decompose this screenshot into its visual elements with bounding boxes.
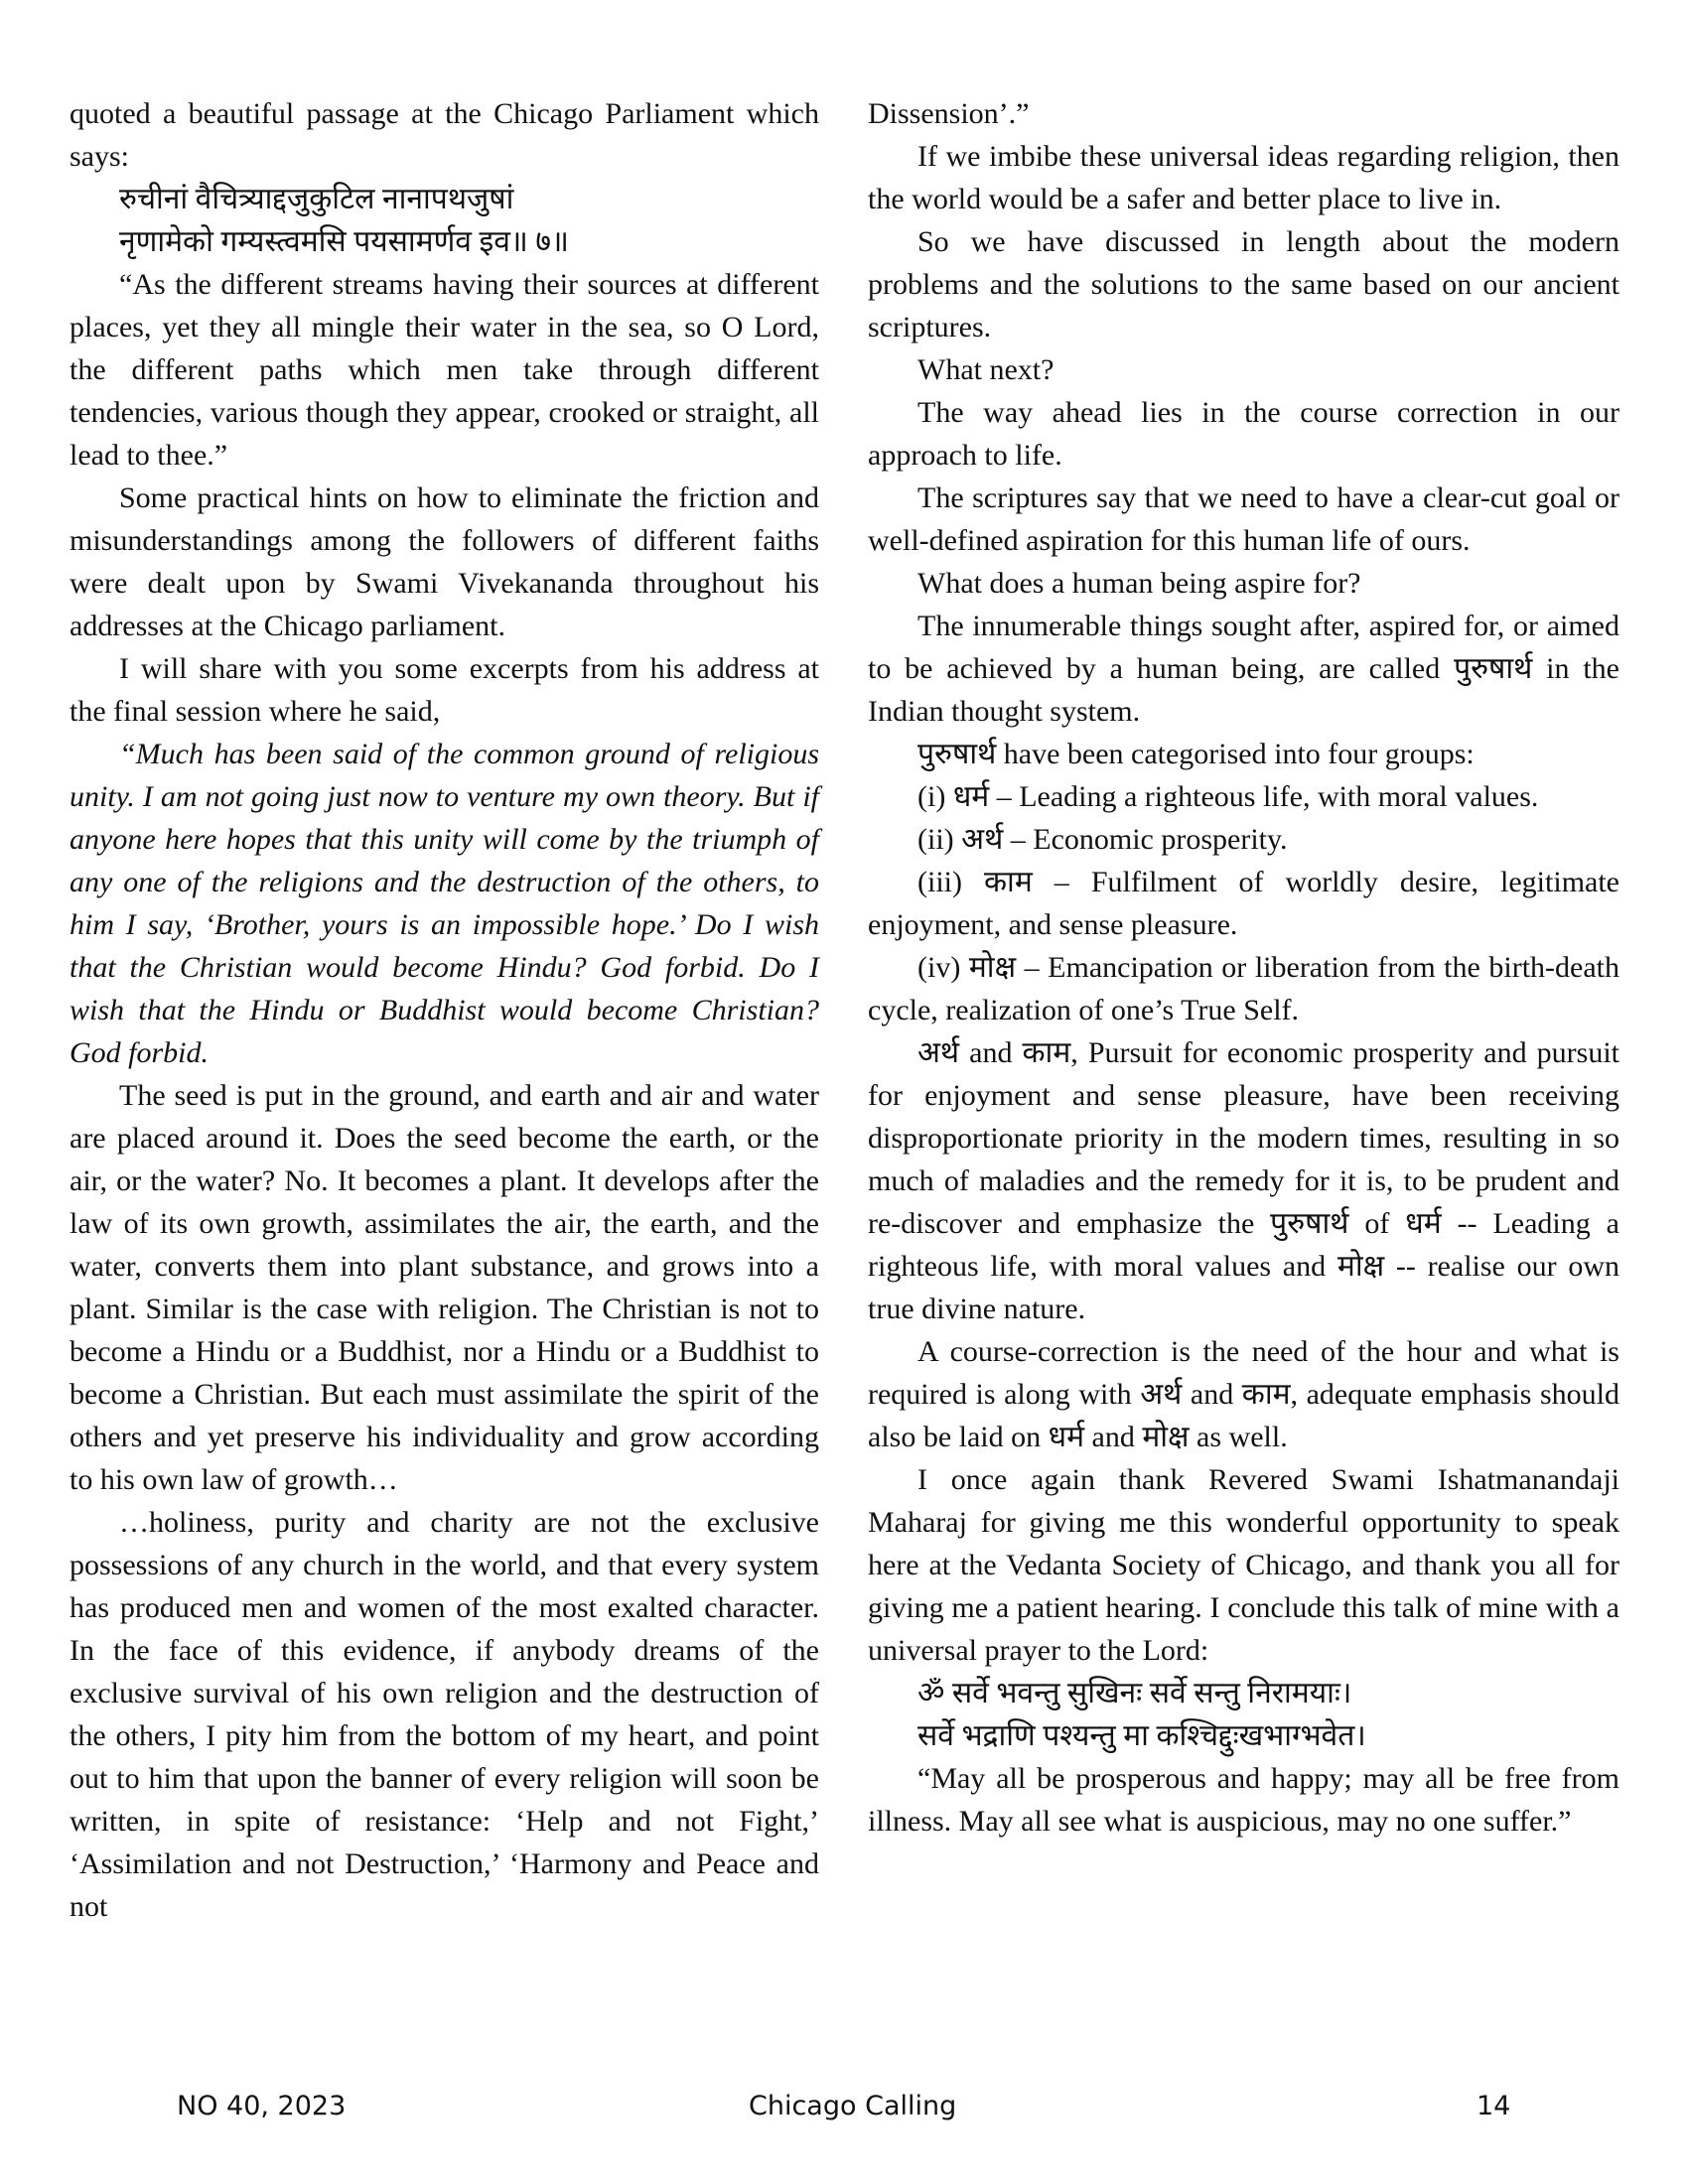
paragraph: अर्थ and काम, Pursuit for economic prosperity and pursuit for enjoyment and sense pleasure, have been receiving disproportionate priority in the modern times, resulting in so much of maladies and the remedy for it is, to be prudent and re-discover and emphasize the पुरुषार्थ of धर्म -- Leading a righteous life, with moral values and मोक्ष -- realise our own true divine nature. (868, 1036, 1619, 1325)
paragraph: I once again thank Revered Swami Ishatmanandaji Maharaj for giving me this wonderful opportunity to speak here at the Vedanta Society of Chicago, and thank you all for giving me a patient hearing. I conclude this talk of mine with a universal prayer to the Lord: (868, 1463, 1619, 1667)
paragraph: The way ahead lies in the course correction in our approach to life. (868, 396, 1619, 472)
paragraph: (iv) मोक्ष – Emancipation or liberation from the birth-death cycle, realization of one’s True Self. (868, 951, 1619, 1026)
page-footer (0, 2091, 1688, 2130)
left-text-column (70, 92, 819, 1928)
paragraph: “Much has been said of the common ground of religious unity. I am not going just now to venture my own theory. But if anyone here hopes that this unity will come by the triumph of any one of the religions and the destruction of the others, to him I say, ‘Brother, yours is an impossible hope.’ Do I wish that the Christian would become Hindu? God forbid. Do I wish that the Hindu or Buddhist would become Christian? God forbid. (70, 738, 819, 1069)
paragraph: (ii) अर्थ – Economic prosperity. (917, 823, 1288, 856)
paragraph: I will share with you some excerpts from his address at the final session where he said, (70, 652, 819, 728)
paragraph: पुरुषार्थ have been categorised into four groups: (917, 738, 1475, 770)
paragraph: (iii) काम – Fulfilment of worldly desire, legitimate enjoyment, and sense pleasure. (868, 866, 1619, 941)
paragraph: रुचीनां वैचित्र्याद्दजुकुटिल नानापथजुषां (119, 183, 514, 215)
paragraph: The seed is put in the ground, and earth and air and water are placed around it. Does the seed become the earth, or the air, or the water? No. It becomes a plant. It develops after the law of its own growth, assimilates the air, the earth, and the water, converts them into plant substance, and grows into a plant. Similar is the case with religion. The Christian is not to become a Hindu or a Buddhist, nor a Hindu or a Buddhist to become a Christian. But each must assimilate the spirit of the others and yet preserve his individuality and grow according to his own law of growth… (70, 1079, 819, 1496)
paragraph: The scriptures say that we need to have a clear-cut goal or well-defined aspiration for this human life of ours. (868, 481, 1619, 557)
paragraph: नृणामेको गम्यस्त्वमसि पयसामर्णव इव॥ ७॥ (119, 225, 569, 258)
right-text-column (868, 92, 1619, 1843)
paragraph: A course-correction is the need of the hour and what is required is along with अर्थ and काम, adequate emphasis should also be laid on धर्म and मोक्ष as well. (868, 1335, 1619, 1453)
paragraph: (i) धर्म – Leading a righteous life, with moral values. (917, 780, 1539, 813)
paragraph: ॐ सर्वे भवन्तु सुखिनः सर्वे सन्तु निरामयाः। (917, 1677, 1352, 1709)
footer-publication-title: Chicago Calling (749, 2091, 957, 2121)
paragraph: So we have discussed in length about the modern problems and the solutions to the same based on our ancient scriptures. (868, 225, 1619, 343)
footer-issue: NO 40, 2023 (177, 2091, 347, 2121)
paragraph: What does a human being aspire for? (917, 567, 1361, 600)
paragraph: Dissension’.” (868, 97, 1030, 130)
paragraph: The innumerable things sought after, aspired for, or aimed to be achieved by a human being, are called पुरुषार्थ in the Indian thought system. (868, 610, 1619, 728)
paragraph: “As the different streams having their sources at different places, yet they all mingle their water in the sea, so O Lord, the different paths which men take through different tendencies, various though they appear, crooked or straight, all lead to thee.” (70, 268, 819, 472)
paragraph: quoted a beautiful passage at the Chicago Parliament which says: (70, 97, 819, 173)
paragraph: सर्वे भद्राणि पश्यन्तु मा कश्चिद्दुःखभाग्भवेत। (917, 1719, 1366, 1752)
paragraph: Some practical hints on how to eliminate the friction and misunderstandings among the followers of different faiths were dealt upon by Swami Vivekananda throughout his addresses at the Chicago parliament. (70, 481, 819, 642)
footer-page-number: 14 (1477, 2091, 1511, 2121)
paragraph: …holiness, purity and charity are not the exclusive possessions of any church in the world, and that every system has produced men and women of the most exalted character. In the face of this evidence, if anybody dreams of the exclusive survival of his own religion and the destruction of the others, I pity him from the bottom of my heart, and point out to him that upon the banner of every religion will soon be written, in spite of resistance: ‘Help and not Fight,’ ‘Assimilation and not Destruction,’ ‘Harmony and Peace and not (70, 1506, 819, 1923)
paragraph: If we imbibe these universal ideas regarding religion, then the world would be a safer and better place to live in. (868, 140, 1619, 215)
paragraph: What next? (917, 353, 1055, 386)
paragraph: “May all be prosperous and happy; may all be free from illness. May all see what is auspicious, may no one suffer.” (868, 1762, 1619, 1838)
